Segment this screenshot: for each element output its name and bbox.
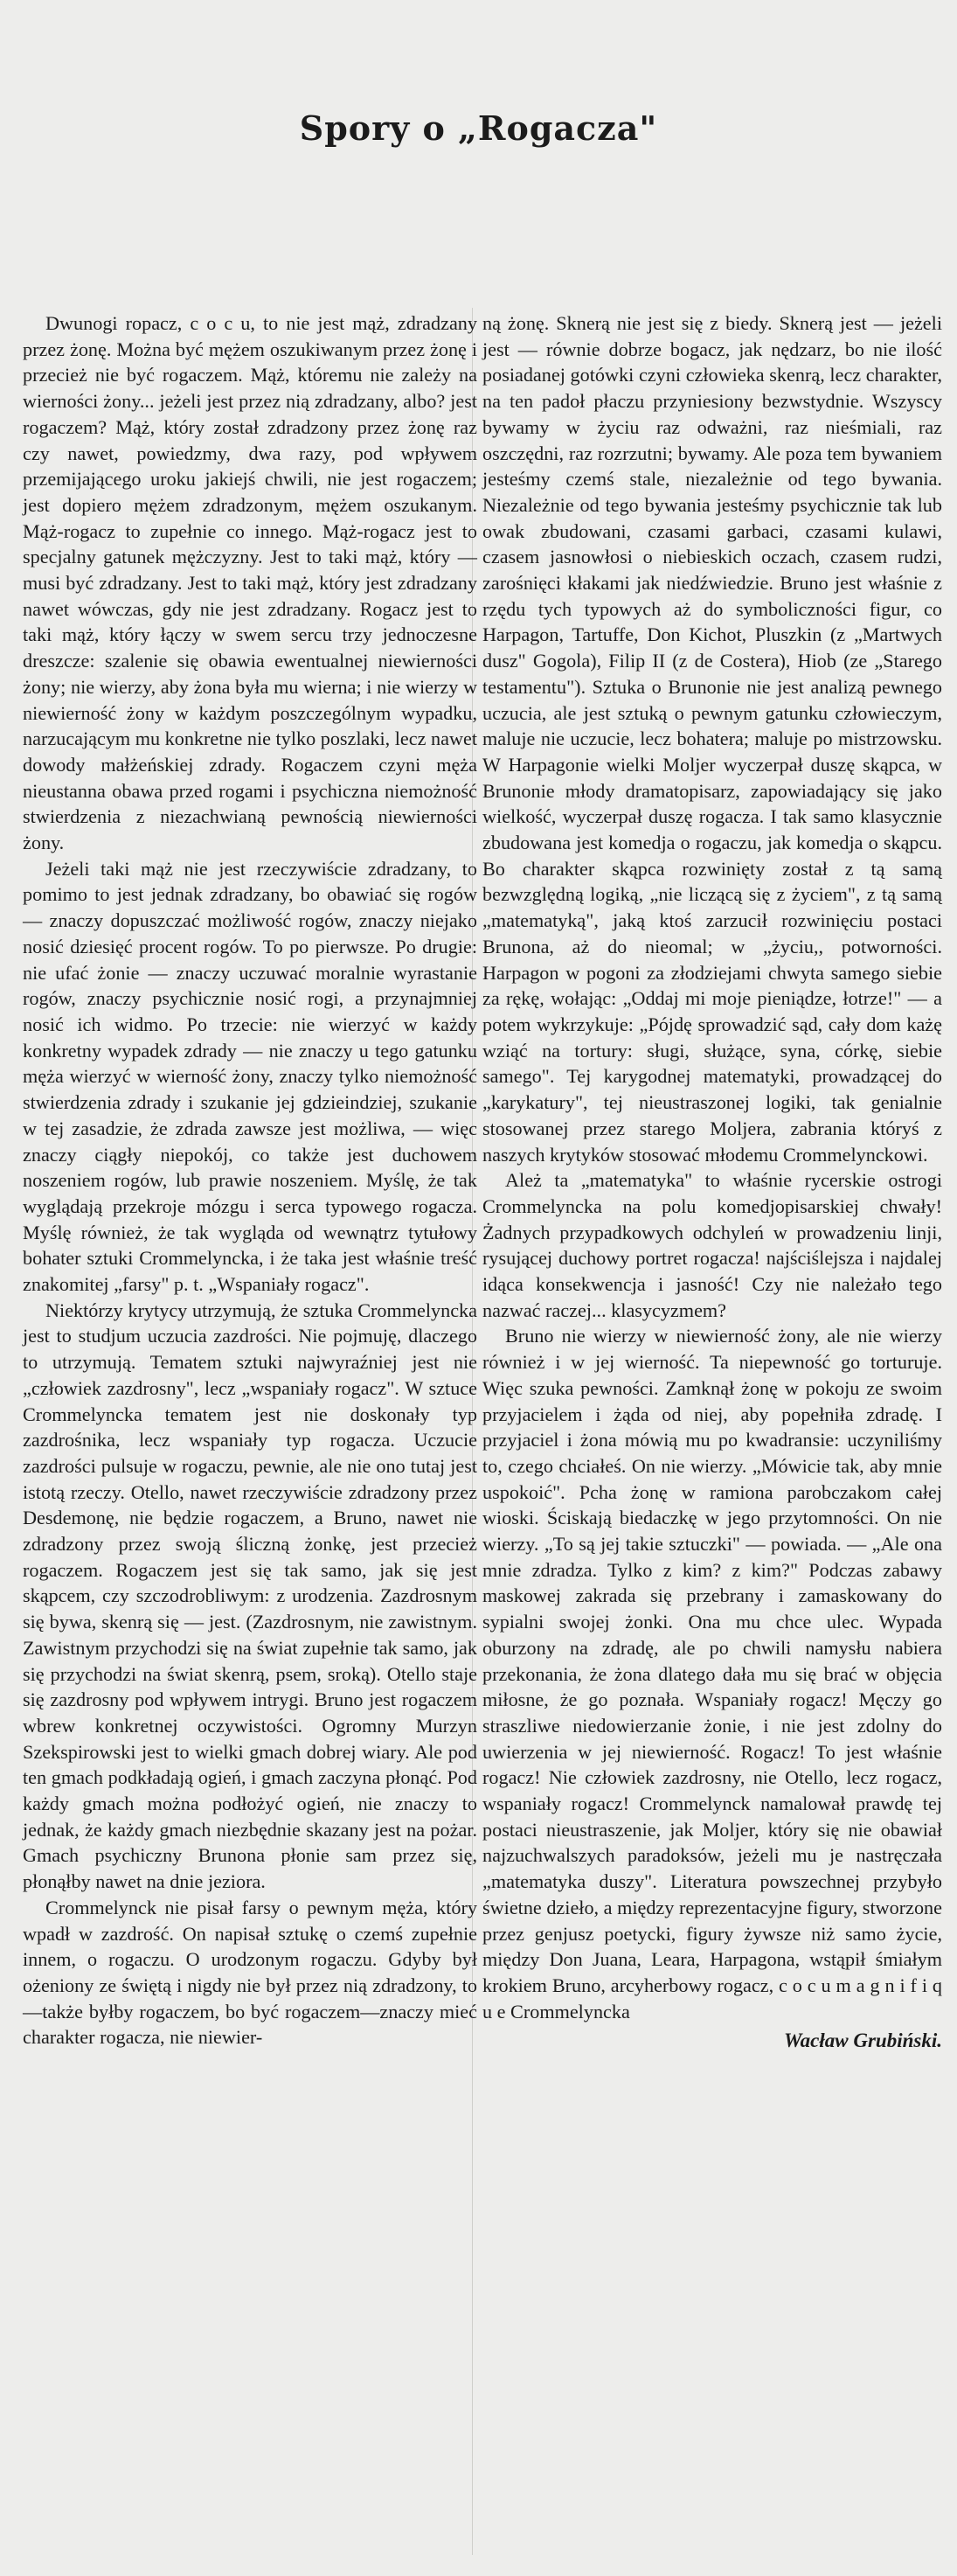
paragraph: Jeżeli taki mąż nie jest rzeczywiście zdradzany, to pomimo to jest jednak zdradzany, bo obawiać się rogów — znaczy dopuszczać możliwość rogów, znaczy niejako nosić dziesięć procent rogów. To po pierwsze. Po drugie: nie ufać żonie — znaczy uczuwać moralnie wyrastanie rogów, znaczy psychicznie nosić rogi, a przynajmniej nosić ich widmo. Po trzecie: nie wierzyć w każdy konkretny wypadek zdrady — nie znaczy u tego gatunku męża wierzyć w wierność żony, znaczy tylko niemożność stwierdzenia zdrady i szukanie jej gdzieindziej, szukanie w tej zasadzie, że zdrada zawsze jest możliwa, — więc znaczy ciągły niepokój, co także jest duchowem noszeniem rogów, lub prawie noszeniem. Myślę, że tak wyglądają przekroje mózgu i serca typowego rogacza. Myślę również, że tak wygląda od wewnątrz tytułowy bohater sztuki Crommelyncka, i że taka jest właśnie treść znakomitej „farsy" p. t. „Wspaniały rogacz".	[23, 857, 477, 1296]
author-signature: Wacław Grubiński.	[783, 2029, 942, 2052]
paragraph: Ależ ta „matematyka" to właśnie rycerskie ostrogi Crommelyncka na polu komedjopisarskiej chwały! Żadnych przypadkowych odchyleń w prowadzeniu linji, rysującej duchowy portret rogacza! najściślejsza i najdalej idąca konsekwencja i jasność! Czy nie należało tego nazwać raczej... klasycyzmem?	[482, 1169, 942, 1321]
paragraph: Bruno nie wierzy w niewierność żony, ale nie wierzy również i w jej wierność. Ta niepewność go torturuje. Więc szuka pewności. Zamknął żonę w pokoju ze swoim przyjacielem i żąda od niej, aby popełniła zdradę. I przyjaciel i żona mówią mu po kwadransie: uczyniliśmy to, czego chciałeś. On nie wierzy. „Mówicie tak, aby mnie uspokoić". Pcha żonę w ramiona parobczakom całej wioski. Ściskają biedaczkę w jego przytomności. On nie wierzy. „To są jej takie sztuczki" — powiada. — „Ale ona mnie zdradza. Tylko z kim? z kim?" Podczas zabawy maskowej zakrada się przebrany i zamaskowany do sypialni swojej żonki. Ona mu chce ulec. Wypada oburzony na zdradę, ale po chwili namysłu nabiera przekonania, że żona dlatego dała mu się brać w objęcia miłosne, że go poznała. Wspaniały rogacz! Męczy go straszliwe niedowierzanie żonie, i nie jest zdolny do uwierzenia w jej niewierność. Rogacz! To jest właśnie rogacz! Nie człowiek zazdrosny, nie Otello, lecz rogacz, wspaniały rogacz! Crommelynck namalował prawdę tej postaci nieustraszenie, jak Moljer, który się nie obawiał najzuchwalszych paradoksów, jeżeli mu je nastręczała „matematyka duszy". Literatura powszechnej przybyło świetne dzieło, a między reprezentacyjne figury, stworzone przez genjusz poetycki, figury żywsze niż samo życie, między Don Juana, Leara, Harpagona, wstąpił śmiałym krokiem Bruno, arcyherbowy rogacz, c o c u m a g n i f i q u e Crommelyncka	[482, 1325, 942, 2023]
paragraph: ną żonę. Sknerą nie jest się z biedy. Sknerą jest — jeżeli jest — równie dobrze bogacz, jak nędzarz, bo nie ilość posiadanej gotówki czyni człowieka skenrą, lecz charakter, na ten padoł płaczu przyniesiony bezwstydnie. Wszyscy bywamy w życiu raz odważni, raz nieśmiali, raz oszczędni, raz rozrzutni; bywamy. Ale poza tem bywaniem jesteśmy czemś stale, niezależnie od tego bywania. Niezależnie od tego bywania jesteśmy psychicznie tak lub owak zbudowani, czasami garbaci, czasami kulawi, czasem jasnowłosi o niebieskich oczach, czasem rudzi, zarośnięci kłakami jak niedźwiedzie. Bruno jest właśnie z rzędu tych typowych aż do symboliczności figur, co Harpagon, Tartuffe, Don Kichot, Pluszkin (z „Martwych dusz" Gogola), Filip II (z de Costera), Hiob (ze „Starego testamentu"). Sztuka o Brunonie nie jest analizą pewnego uczucia, ale jest sztuką o pewnym gatunku człowieczym, maluje nie uczucie, lecz bohatera; maluje po mistrzowsku. W Harpagonie wielki Moljer wyczerpał duszę skąpca, w Brunonie młody dramatopisarz, zapowiadający się jako wielkość, wyczerpał duszę rogacza. I tak samo klasycznie zbudowana jest komedja o rogaczu, jak komedja o skąpcu. Bo charakter skąpca rozwinięty został z tą samą bezwzględną logiką, „nie liczącą się z życiem", z tą samą „matematyką", jaką ktoś zarzucił rozwinięciu postaci Brunona, aż do nieomal; w „życiu,, potworności. Harpagon w pogoni za złodziejami chwyta samego siebie za rękę, wołając: „Oddaj mi moje pieniądze, łotrze!" — a potem wykrzykuje: „Pójdę sprowadzić sąd, cały dom każę wziąć na tortury: sługi, służące, syna, córkę, siebie samego". Tej karygodnej matematyki, prowadzącej do „karykatury", tej nieustraszonej logiki, tak genialnie stosowanej przez starego Moljera, zabrania któryś z naszych krytyków stosować młodemu Crommelynckowi.	[482, 312, 942, 1166]
left-column	[23, 310, 477, 2050]
headline: Spory o „Rogacza"	[299, 108, 658, 148]
paragraph: Crommelynck nie pisał farsy o pewnym męża, który wpadł w zazdrość. On napisał sztukę o czemś zupełnie innem, o rogaczu. O urodzonym rogaczu. Gdyby był ożeniony ze świętą i nigdy nie był przez nią zdradzony, to —także byłby rogaczem, bo być rogaczem—znaczy mieć charakter rogacza, nie niewier-	[23, 1896, 477, 2049]
paragraph: Niektórzy krytycy utrzymują, że sztuka Crommelyncka jest to studjum uczucia zazdrości. Nie pojmuję, dlaczego to utrzymują. Tematem sztuki najwyraźniej jest nie „człowiek zazdrosny", lecz „wspaniały rogacz". W sztuce Crommelyncka tematem jest nie doskonały typ zazdrośnika, lecz wspaniały typ rogacza. Uczucie zazdrości pulsuje w rogaczu, pewnie, ale nie ono tutaj jest istotą rzeczy. Otello, nawet rzeczywiście zdradzony przez Desdemonę, nie będzie rogaczem, a Bruno, nawet nie zdradzony przez swoją śliczną żonkę, jest przecież rogaczem. Rogaczem jest się tak samo, jak się jest skąpcem, czy szczodrobliwym: z urodzenia. Zazdrosnym się bywa, skenrą się — jest. (Zazdrosnym, nie zawistnym. Zawistnym przychodzi się na świat zupełnie tak samo, jak się przychodzi na świat skenrą, psem, sroką). Otello staje się zazdrosny pod wpływem intrygi. Bruno jest rogaczem wbrew konkretnej oczywistości. Ogromny Murzyn Szekspirowski jest to wielki gmach dobrej wiary. Ale pod ten gmach podkładają ogień, i gmach zaczyna płonąć. Pod każdy gmach można podłożyć ogień, nie znaczy to jednak, że każdy gmach niezbędnie skazany jest na pożar. Gmach psychiczny Brunona płonie sam przez się, płonąłby nawet na dnie jeziora.	[23, 1298, 477, 1893]
paragraph: Dwunogi ropacz, c o c u, to nie jest mąż, zdradzany przez żonę. Można być mężem oszukiwanym przez żonę i przecież nie być rogaczem. Mąż, któremu nie zależy na wierności żony... jeżeli jest przez nią zdradzany, albo? jest rogaczem? Mąż, który został zdradzony przez żonę raz czy nawet, powiedzmy, dwa razy, pod wpływem przemijającego uroku jakiejś chwili, nie jest rogaczem; jest dopiero mężem zdradzonym, mężem oszukanym. Mąż-rogacz to zupełnie co innego. Mąż-rogacz jest to specjalny gatunek mężczyzny. Jest to taki mąż, który — musi być zdradzany. Jest to taki mąż, który jest zdradzany nawet wówczas, gdy nie jest zdradzany. Rogacz jest to taki mąż, który łączy w swem sercu trzy jednoczesne dreszcze: szalenie się obawia ewentualnej niewierności żony; nie wierzy, aby żona była mu wierna; i nie wierzy w niewierność żony w każdym poszczególnym wypadku, narzucającym mu konkretne nie tylko poszlaki, lecz nawet dowody małżeńskiej zdrady. Rogaczem czyni męża nieustanna obawa przed rogami i psychiczna niemożność stwierdzenia z niezachwianą pewnością niewierności żony.	[23, 312, 477, 854]
right-column	[482, 310, 942, 2054]
